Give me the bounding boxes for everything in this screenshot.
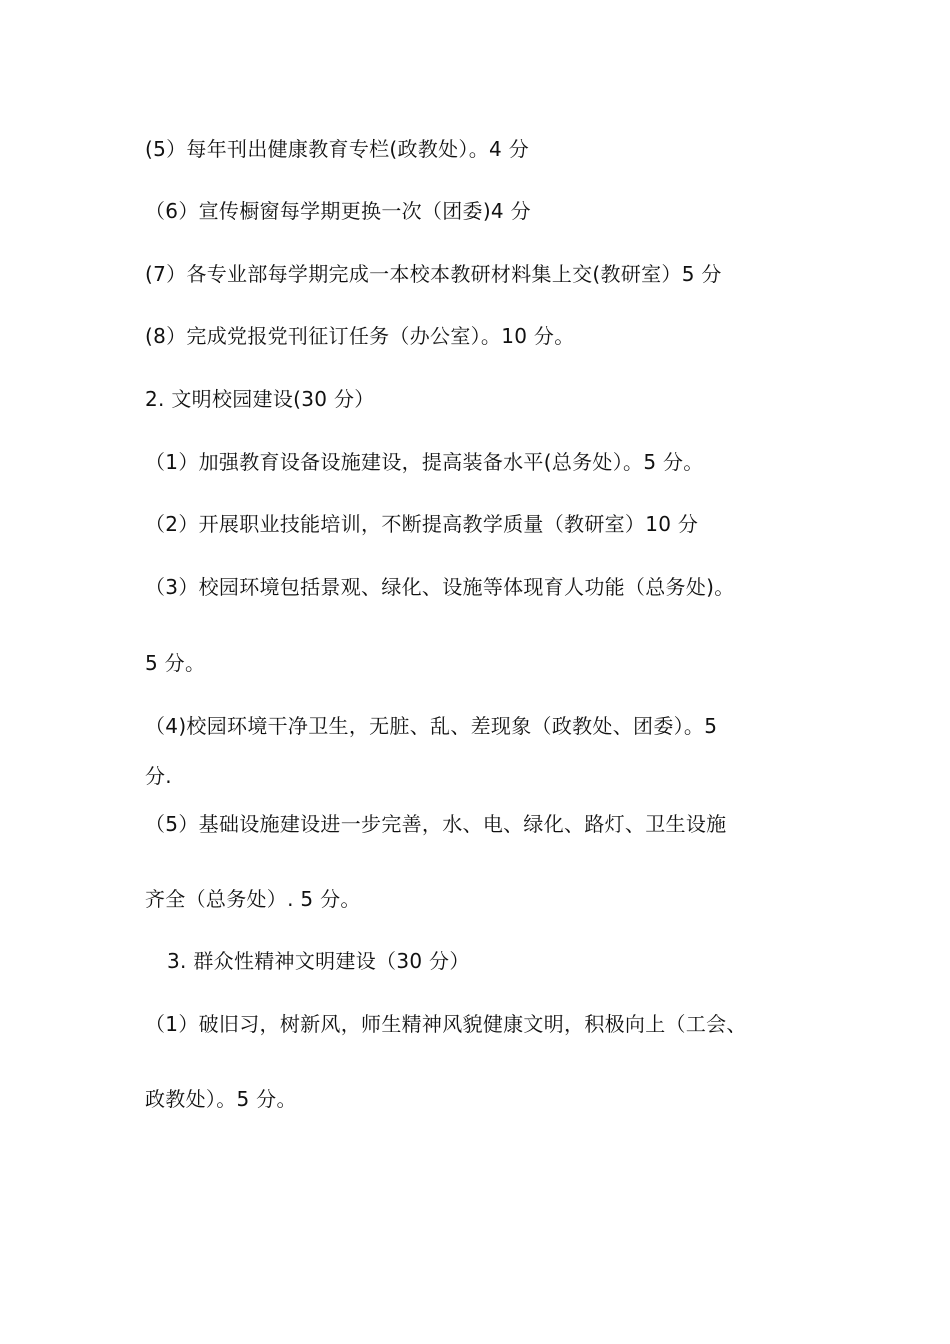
item-5-score: 齐全（总务处）. 5 分。 — [145, 887, 361, 911]
section-3-heading: 3. 群众性精神文明建设（30 分） — [167, 949, 470, 973]
item-4-campus-clean: （4)校园环境干净卫生，无脏、乱、差现象（政教处、团委）。5 — [145, 714, 718, 738]
item-5-health-column: (5）每年刊出健康教育专栏(政教处）。4 分 — [145, 137, 530, 161]
item-7-research-materials: (7）各专业部每学期完成一本校本教研材料集上交(教研室）5 分 — [145, 262, 722, 286]
item-3-campus-environment: （3）校园环境包括景观、绿化、设施等体现育人功能（总务处)。 — [145, 575, 735, 599]
item-8-newspaper-subscription: (8）完成党报党刊征订任务（办公室）。10 分。 — [145, 324, 575, 348]
section-2-heading: 2. 文明校园建设(30 分） — [145, 387, 375, 411]
item-1-score: 政教处）。5 分。 — [145, 1087, 297, 1111]
item-5-infrastructure: （5）基础设施建设进一步完善，水、电、绿化、路灯、卫生设施 — [145, 812, 727, 836]
item-6-publicity-window: （6）宣传橱窗每学期更换一次（团委)4 分 — [145, 199, 531, 223]
item-2-skill-training: （2）开展职业技能培训，不断提高教学质量（教研室）10 分 — [145, 512, 699, 536]
item-3-score: 5 分。 — [145, 651, 206, 675]
item-1-new-customs: （1）破旧习，树新风，师生精神风貌健康文明，积极向上（工会、 — [145, 1012, 747, 1036]
item-1-equipment-facilities: （1）加强教育设备设施建设，提高装备水平(总务处）。5 分。 — [145, 450, 704, 474]
item-4-score: 分. — [145, 764, 172, 788]
